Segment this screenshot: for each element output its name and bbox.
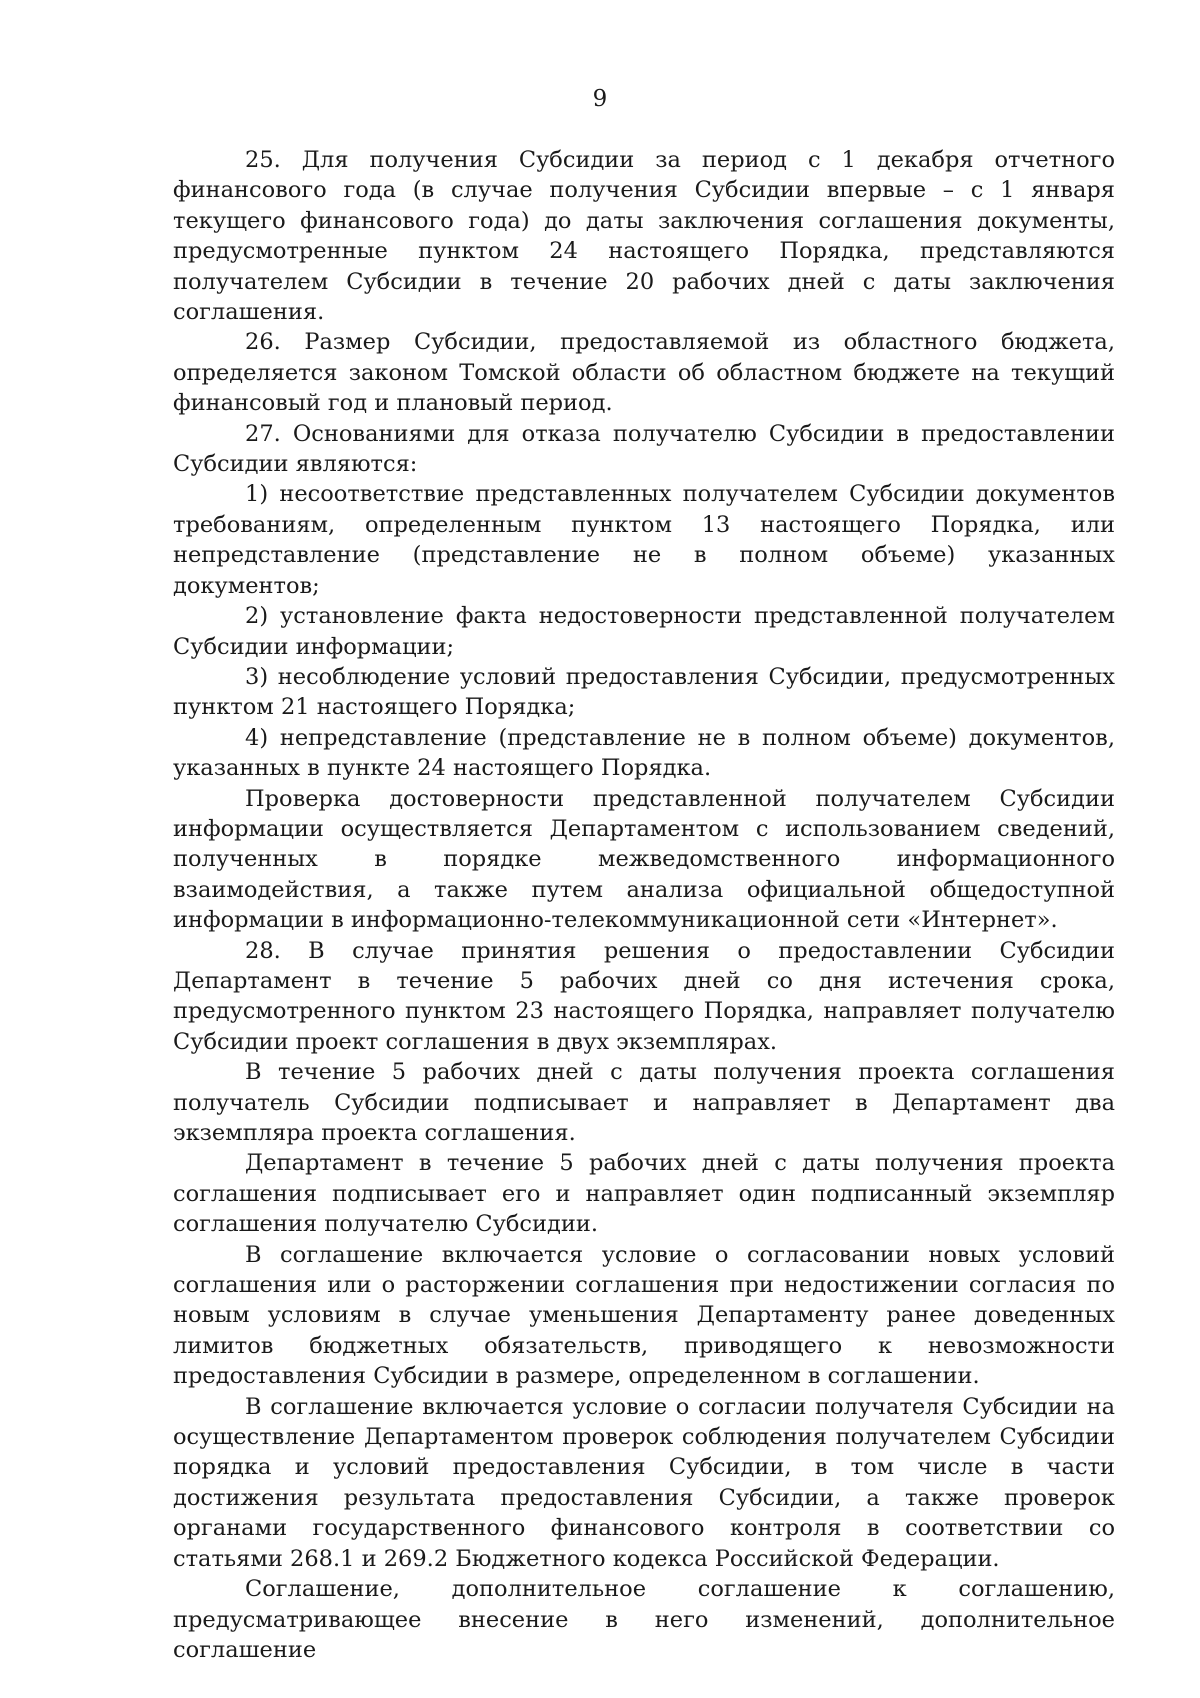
paragraph-agreement: Соглашение, дополнительное соглашение к соглашению, предусматривающее внесение в него изменений, дополнительное соглашение — [173, 1576, 1115, 1663]
paragraph-25: 25. Для получения Субсидии за период с 1 декабря отчетного финансового года (в случае получения Субсидии впервые – с 1 января текущего финансового года) до даты заключения соглашения документы, предусмотренные пунктом 24 настоящего Порядка, представляются получателем Субсидии в течение 20 рабочих дней с даты заключения соглашения. — [173, 147, 1115, 326]
paragraph-department-signing: Департамент в течение 5 рабочих дней с даты получения проекта соглашения подписывает его и направляет один подписанный экземпляр соглашения получателю Субсидии. — [173, 1150, 1115, 1238]
paragraph-26: 26. Размер Субсидии, предоставляемой из областного бюджета, определяется законом Томской области об областном бюджете на текущий финансовый год и плановый период. — [173, 329, 1115, 417]
paragraph-consent: В соглашение включается условие о согласии получателя Субсидии на осуществление Департаментом проверок соблюдения получателем Субсидии порядка и условий предоставления Субсидии, в том числе в части достижения результата предоставления Субсидии, а также проверок органами государственного финансового контроля в соответствии со статьями 268.1 и 269.2 Бюджетного кодекса Российской Федерации. — [173, 1393, 1115, 1572]
list-item-1: 1) несоответствие представленных получателем Субсидии документов требованиям, определенным пунктом 13 настоящего Порядка, или непредставление (представление не в полном объеме) указанных документов; — [173, 481, 1115, 599]
list-item-2: 2) установление факта недостоверности представленной получателем Субсидии информации; — [173, 603, 1115, 660]
list-item-4: 4) непредставление (представление не в полном объеме) документов, указанных в пункте 24 настоящего Порядка. — [173, 724, 1115, 782]
document-body — [173, 145, 1115, 1665]
paragraph-27: 27. Основаниями для отказа получателю Субсидии в предоставлении Субсидии являются: — [173, 420, 1115, 478]
page-number: 9 — [592, 86, 608, 112]
list-item-3: 3) несоблюдение условий предоставления Субсидии, предусмотренных пунктом 21 настоящего Порядка; — [173, 663, 1115, 721]
paragraph-verification: Проверка достоверности представленной получателем Субсидии информации осуществляется Департаментом с использованием сведений, полученных в порядке межведомственного информационного взаимодействия, а также путем анализа официальной общедоступной информации в информационно-телекоммуникационной сети «Интернет». — [173, 785, 1115, 934]
paragraph-28: 28. В случае принятия решения о предоставлении Субсидии Департамент в течение 5 рабочих дней со дня истечения срока, предусмотренного пунктом 23 настоящего Порядка, направляет получателю Субсидии проект соглашения в двух экземплярах. — [173, 937, 1115, 1055]
paragraph-signing: В течение 5 рабочих дней с даты получения проекта соглашения получатель Субсидии подписывает и направляет в Департамент два экземпляра проекта соглашения. — [173, 1059, 1115, 1146]
paragraph-new-conditions: В соглашение включается условие о согласовании новых условий соглашения или о расторжении соглашения при недостижении согласия по новым условиям в случае уменьшения Департаменту ранее доведенных лимитов бюджетных обязательств, приводящего к невозможности предоставления Субсидии в размере, определенном в соглашении. — [173, 1241, 1115, 1390]
